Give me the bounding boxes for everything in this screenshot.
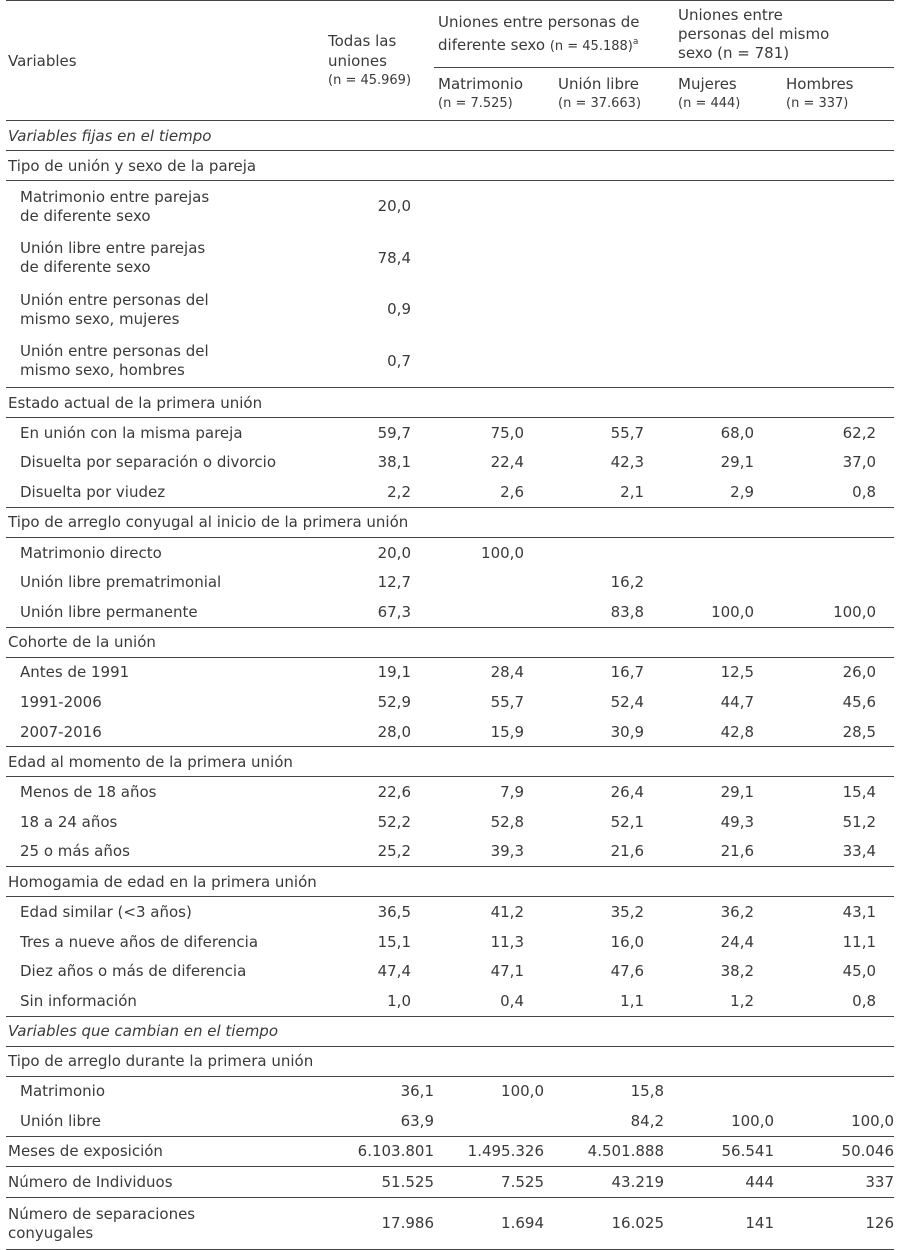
value-cell (782, 1076, 894, 1106)
table-row (6, 717, 894, 747)
table-row (6, 567, 894, 597)
value-cell: 28,4 (490, 663, 524, 682)
table-row (6, 233, 894, 285)
value-cell (434, 567, 554, 597)
empty-cell (434, 284, 554, 336)
header-diferente-sexo: Uniones entre personas de diferente sexo (n = 45.188)$^a$ (434, 1, 674, 68)
value-cell: 100,0 (833, 602, 877, 621)
value-cell: 52,2 (377, 812, 411, 831)
row-label: Sin información (20, 991, 137, 1010)
value-cell: 141 (745, 1214, 775, 1233)
value-cell: 67,3 (377, 602, 411, 621)
value-cell: 75,0 (490, 423, 524, 442)
value-cell: 51,2 (842, 812, 877, 831)
header-hombres: Hombres (n = 337) (786, 75, 854, 111)
value-cell: 83,8 (610, 602, 645, 621)
header-mismo-sexo: Uniones entre personas del mismo sexo (n = 781) (674, 1, 894, 68)
table-row (6, 537, 894, 567)
row-label: Unión libre entre parejas de diferente sexo (20, 239, 206, 277)
section-heading: Variables fijas en el tiempo (8, 126, 212, 145)
section-heading: Cohorte de la unión (8, 633, 156, 652)
value-cell: 19,1 (377, 663, 411, 682)
value-cell: 55,7 (610, 423, 645, 442)
value-cell (434, 597, 554, 627)
row-label: Unión entre personas del mismo sexo, mujeres (20, 290, 209, 328)
section-arreglo-durante (6, 1046, 894, 1076)
value-cell: 62,2 (842, 423, 877, 442)
value-cell: 21,6 (720, 842, 755, 861)
empty-cell (782, 181, 894, 233)
section-edad (6, 747, 894, 777)
value-cell: 52,4 (610, 692, 645, 711)
value-cell: 24,4 (720, 932, 755, 951)
section-heading: Estado actual de la primera unión (8, 393, 263, 412)
value-cell: 4.501.888 (587, 1142, 665, 1161)
value-cell: 41,2 (490, 902, 524, 921)
value-cell: 15,4 (842, 783, 877, 802)
table-row (6, 986, 894, 1016)
row-label: Menos de 18 años (20, 783, 157, 802)
value-cell: 20,0 (377, 543, 411, 562)
value-cell: 28,5 (842, 722, 877, 741)
value-cell: 16.025 (611, 1214, 665, 1233)
value-cell: 42,8 (720, 722, 755, 741)
value-cell: 51.525 (381, 1173, 434, 1192)
table-row (6, 927, 894, 957)
value-cell: 63,9 (400, 1111, 434, 1130)
table-row (6, 657, 894, 687)
value-cell: 43,1 (842, 902, 877, 921)
total-row (6, 1136, 894, 1167)
header-matrimonio: Matrimonio (n = 7.525) (438, 75, 523, 111)
empty-cell (674, 181, 782, 233)
value-cell: 0,9 (387, 300, 411, 319)
empty-cell (674, 233, 782, 285)
value-cell: 15,1 (377, 932, 411, 951)
value-cell: 45,6 (842, 692, 877, 711)
value-cell: 0,4 (500, 991, 524, 1010)
value-cell: 11,3 (490, 932, 524, 951)
empty-cell (434, 233, 554, 285)
section-estado (6, 388, 894, 418)
row-label: Número de Individuos (8, 1173, 173, 1192)
table-row (6, 807, 894, 837)
value-cell (674, 537, 782, 567)
table-row (6, 777, 894, 807)
value-cell: 47,6 (610, 962, 645, 981)
row-label: Unión libre prematrimonial (20, 573, 222, 592)
table-row (6, 597, 894, 627)
empty-cell (674, 336, 782, 388)
value-cell: 84,2 (630, 1111, 665, 1130)
value-cell: 21,6 (610, 842, 645, 861)
row-label: Número de separaciones conyugales (8, 1204, 196, 1242)
row-label: En unión con la misma pareja (20, 423, 243, 442)
value-cell: 11,1 (842, 932, 877, 951)
value-cell: 26,0 (842, 663, 877, 682)
value-cell: 2,9 (730, 482, 755, 501)
table-row (6, 897, 894, 927)
section-heading: Variables que cambian en el tiempo (8, 1022, 279, 1040)
value-cell: 0,8 (852, 991, 877, 1010)
value-cell: 22,6 (377, 783, 411, 802)
value-cell: 22,4 (490, 453, 524, 472)
row-label: Antes de 1991 (20, 663, 130, 682)
row-label: Disuelta por separación o divorcio (20, 453, 277, 472)
value-cell: 42,3 (610, 453, 645, 472)
value-cell: 12,5 (720, 663, 755, 682)
value-cell: 15,9 (490, 722, 524, 741)
value-cell: 52,1 (610, 812, 645, 831)
row-label: Unión libre (20, 1111, 102, 1130)
section-heading: Tipo de arreglo conyugal al inicio de la primera unión (8, 513, 409, 532)
value-cell: 16,0 (610, 932, 645, 951)
row-label: Matrimonio (20, 1082, 105, 1101)
value-cell: 35,2 (610, 902, 645, 921)
value-cell: 1,2 (730, 991, 755, 1010)
section-heading: Edad al momento de la primera unión (8, 752, 293, 771)
value-cell (782, 537, 894, 567)
section-fixed (6, 121, 894, 151)
value-cell: 100,0 (851, 1111, 895, 1130)
value-cell (674, 567, 782, 597)
value-cell: 1.694 (501, 1214, 544, 1233)
value-cell: 0,8 (852, 482, 877, 501)
row-label: Matrimonio directo (20, 543, 162, 562)
value-cell: 59,7 (377, 423, 411, 442)
value-cell: 12,7 (377, 573, 411, 592)
empty-cell (782, 233, 894, 285)
table-row (6, 448, 894, 478)
value-cell: 100,0 (481, 543, 524, 562)
row-label: Disuelta por viudez (20, 482, 166, 501)
value-cell: 100,0 (501, 1082, 544, 1101)
row-label: Unión libre permanente (20, 602, 198, 621)
section-tipo-union (6, 151, 894, 181)
value-cell: 37,0 (842, 453, 877, 472)
empty-cell (782, 284, 894, 336)
value-cell: 6.103.801 (357, 1142, 434, 1161)
row-label: 1991-2006 (20, 692, 102, 711)
row-label: Edad similar (<3 años) (20, 902, 192, 921)
value-cell: 36,1 (400, 1082, 434, 1101)
section-arreglo (6, 507, 894, 537)
value-cell: 337 (865, 1173, 895, 1192)
value-cell: 52,8 (490, 812, 524, 831)
value-cell: 56.541 (721, 1142, 775, 1161)
table-row (6, 284, 894, 336)
value-cell: 7.525 (501, 1173, 544, 1192)
value-cell: 52,9 (377, 692, 411, 711)
value-cell: 44,7 (720, 692, 755, 711)
empty-cell (554, 181, 674, 233)
value-cell: 47,1 (490, 962, 524, 981)
section-heading: Homogamia de edad en la primera unión (8, 872, 317, 891)
row-label: Tres a nueve años de diferencia (20, 932, 259, 951)
value-cell: 126 (865, 1214, 895, 1233)
row-label: Diez años o más de diferencia (20, 962, 247, 981)
value-cell: 7,9 (500, 783, 524, 802)
row-label: 25 o más años (20, 842, 130, 861)
header-todas: Todas las uniones (n = 45.969) (324, 1, 434, 121)
empty-cell (674, 284, 782, 336)
section-heading: Tipo de arreglo durante la primera unión (8, 1052, 314, 1070)
value-cell: 39,3 (490, 842, 524, 861)
empty-cell (782, 336, 894, 388)
table-row (6, 1076, 894, 1106)
table-row (6, 1106, 894, 1136)
value-cell: 26,4 (610, 783, 645, 802)
empty-cell (434, 181, 554, 233)
value-cell: 17.986 (381, 1214, 434, 1233)
value-cell: 30,9 (610, 722, 645, 741)
value-cell (554, 537, 674, 567)
value-cell: 29,1 (720, 783, 755, 802)
header-variables: Variables (6, 1, 324, 121)
value-cell: 16,7 (610, 663, 645, 682)
value-cell: 43.219 (611, 1173, 665, 1192)
value-cell (434, 1106, 554, 1136)
section-homogamia (6, 867, 894, 897)
value-cell: 33,4 (842, 842, 877, 861)
empty-cell (554, 284, 674, 336)
header-row-1 (6, 1, 894, 68)
value-cell: 16,2 (610, 573, 645, 592)
header-union-libre: Unión libre (n = 37.663) (558, 75, 642, 111)
value-cell: 1,1 (620, 991, 645, 1010)
value-cell: 36,5 (377, 902, 411, 921)
value-cell (782, 567, 894, 597)
value-cell: 1.495.326 (467, 1142, 544, 1161)
section-changing (6, 1016, 894, 1046)
value-cell: 28,0 (377, 722, 411, 741)
table-row (6, 336, 894, 388)
row-label: Matrimonio entre parejas de diferente sexo (20, 187, 210, 225)
value-cell: 2,2 (387, 482, 411, 501)
section-cohorte (6, 627, 894, 657)
value-cell: 47,4 (377, 962, 411, 981)
value-cell (674, 1076, 782, 1106)
value-cell: 25,2 (377, 842, 411, 861)
value-cell: 444 (745, 1173, 775, 1192)
row-label: Unión entre personas del mismo sexo, hombres (20, 342, 209, 380)
value-cell: 68,0 (720, 423, 755, 442)
value-cell: 38,1 (377, 453, 411, 472)
section-heading: Tipo de unión y sexo de la pareja (8, 156, 257, 175)
value-cell: 55,7 (490, 692, 524, 711)
value-cell: 36,2 (720, 902, 755, 921)
value-cell: 0,7 (387, 351, 411, 370)
table-row (6, 418, 894, 448)
value-cell: 100,0 (731, 1111, 775, 1130)
value-cell: 45,0 (842, 962, 877, 981)
table-row (6, 477, 894, 507)
value-cell: 78,4 (377, 248, 411, 267)
table-row (6, 956, 894, 986)
empty-cell (554, 336, 674, 388)
empty-cell (554, 233, 674, 285)
header-mujeres: Mujeres (n = 444) (678, 75, 741, 111)
table-row (6, 837, 894, 867)
row-label: 18 a 24 años (20, 812, 118, 831)
table-row (6, 181, 894, 233)
value-cell: 29,1 (720, 453, 755, 472)
total-row-separaciones (6, 1197, 894, 1250)
row-label: Meses de exposición (8, 1142, 163, 1161)
value-cell: 2,1 (620, 482, 645, 501)
value-cell: 15,8 (630, 1082, 665, 1101)
data-table (6, 0, 894, 1250)
empty-cell (434, 336, 554, 388)
value-cell: 38,2 (720, 962, 755, 981)
value-cell: 49,3 (720, 812, 755, 831)
total-row (6, 1167, 894, 1198)
value-cell: 50.046 (841, 1142, 895, 1161)
row-label: 2007-2016 (20, 722, 102, 741)
table-row (6, 687, 894, 717)
value-cell: 20,0 (377, 197, 411, 216)
value-cell: 1,0 (387, 991, 411, 1010)
value-cell: 2,6 (500, 482, 524, 501)
value-cell: 100,0 (711, 602, 755, 621)
